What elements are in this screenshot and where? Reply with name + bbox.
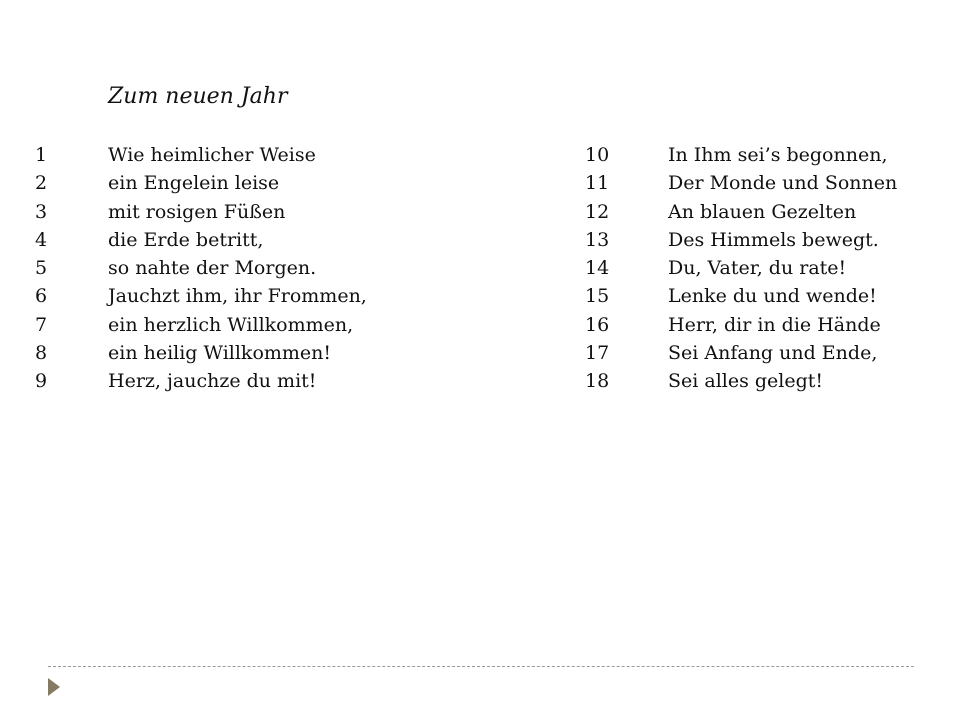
line-number: 7 bbox=[35, 313, 48, 336]
poem-line bbox=[585, 254, 897, 282]
poem-line bbox=[585, 169, 897, 197]
line-number: 6 bbox=[35, 285, 48, 308]
line-number: 1 bbox=[35, 144, 48, 166]
line-text: Herr, dir in die Hände bbox=[668, 313, 881, 336]
line-number: 16 bbox=[585, 313, 610, 336]
line-number: 14 bbox=[585, 257, 610, 280]
line-number: 10 bbox=[585, 144, 610, 166]
line-number: 3 bbox=[35, 200, 48, 223]
line-text: In Ihm sei’s begonnen, bbox=[668, 144, 888, 166]
line-text: so nahte der Morgen. bbox=[108, 257, 317, 280]
line-text: Sei Anfang und Ende, bbox=[668, 342, 878, 365]
poem-line bbox=[585, 141, 897, 169]
line-number: 13 bbox=[585, 228, 610, 251]
poem-line bbox=[35, 367, 367, 395]
poem-line bbox=[35, 198, 367, 226]
poem-line bbox=[585, 339, 897, 367]
line-number: 12 bbox=[585, 200, 610, 223]
line-text: An blauen Gezelten bbox=[668, 200, 857, 223]
poem-title: Zum neuen Jahr bbox=[108, 84, 288, 109]
line-number: 11 bbox=[585, 172, 610, 195]
poem-line bbox=[35, 226, 367, 254]
line-text: ein herzlich Willkommen, bbox=[108, 313, 354, 336]
poem-line bbox=[585, 367, 897, 395]
poem-line bbox=[585, 198, 897, 226]
line-text: Sei alles gelegt! bbox=[668, 370, 824, 393]
poem-line bbox=[35, 282, 367, 310]
footer-divider bbox=[48, 666, 914, 667]
poem-line bbox=[585, 282, 897, 310]
line-text: Du, Vater, du rate! bbox=[668, 257, 847, 280]
line-number: 18 bbox=[585, 370, 610, 393]
line-number: 17 bbox=[585, 342, 610, 365]
line-number: 9 bbox=[35, 370, 48, 393]
poem-line bbox=[585, 311, 897, 339]
line-number: 5 bbox=[35, 257, 48, 280]
line-text: Herz, jauchze du mit! bbox=[108, 370, 317, 393]
line-text: Der Monde und Sonnen bbox=[668, 172, 898, 195]
poem-line bbox=[35, 254, 367, 282]
line-text: ein heilig Willkommen! bbox=[108, 342, 332, 365]
poem-column-left bbox=[35, 141, 367, 396]
poem-line bbox=[35, 311, 367, 339]
triangle-bullet-icon bbox=[48, 678, 60, 696]
line-text: Lenke du und wende! bbox=[668, 285, 877, 308]
poem-column-right bbox=[585, 141, 897, 396]
line-text: Wie heimlicher Weise bbox=[108, 144, 316, 166]
line-number: 2 bbox=[35, 172, 48, 195]
line-text: Des Himmels bewegt. bbox=[668, 228, 879, 251]
line-text: Jauchzt ihm, ihr Frommen, bbox=[108, 285, 367, 308]
line-text: ein Engelein leise bbox=[108, 172, 280, 195]
poem-line bbox=[35, 169, 367, 197]
line-number: 8 bbox=[35, 342, 48, 365]
line-text: mit rosigen Füßen bbox=[108, 200, 286, 223]
poem-line bbox=[35, 339, 367, 367]
line-number: 4 bbox=[35, 228, 48, 251]
line-text: die Erde betritt, bbox=[108, 228, 264, 251]
line-number: 15 bbox=[585, 285, 610, 308]
poem-line bbox=[35, 141, 367, 169]
poem-line bbox=[585, 226, 897, 254]
